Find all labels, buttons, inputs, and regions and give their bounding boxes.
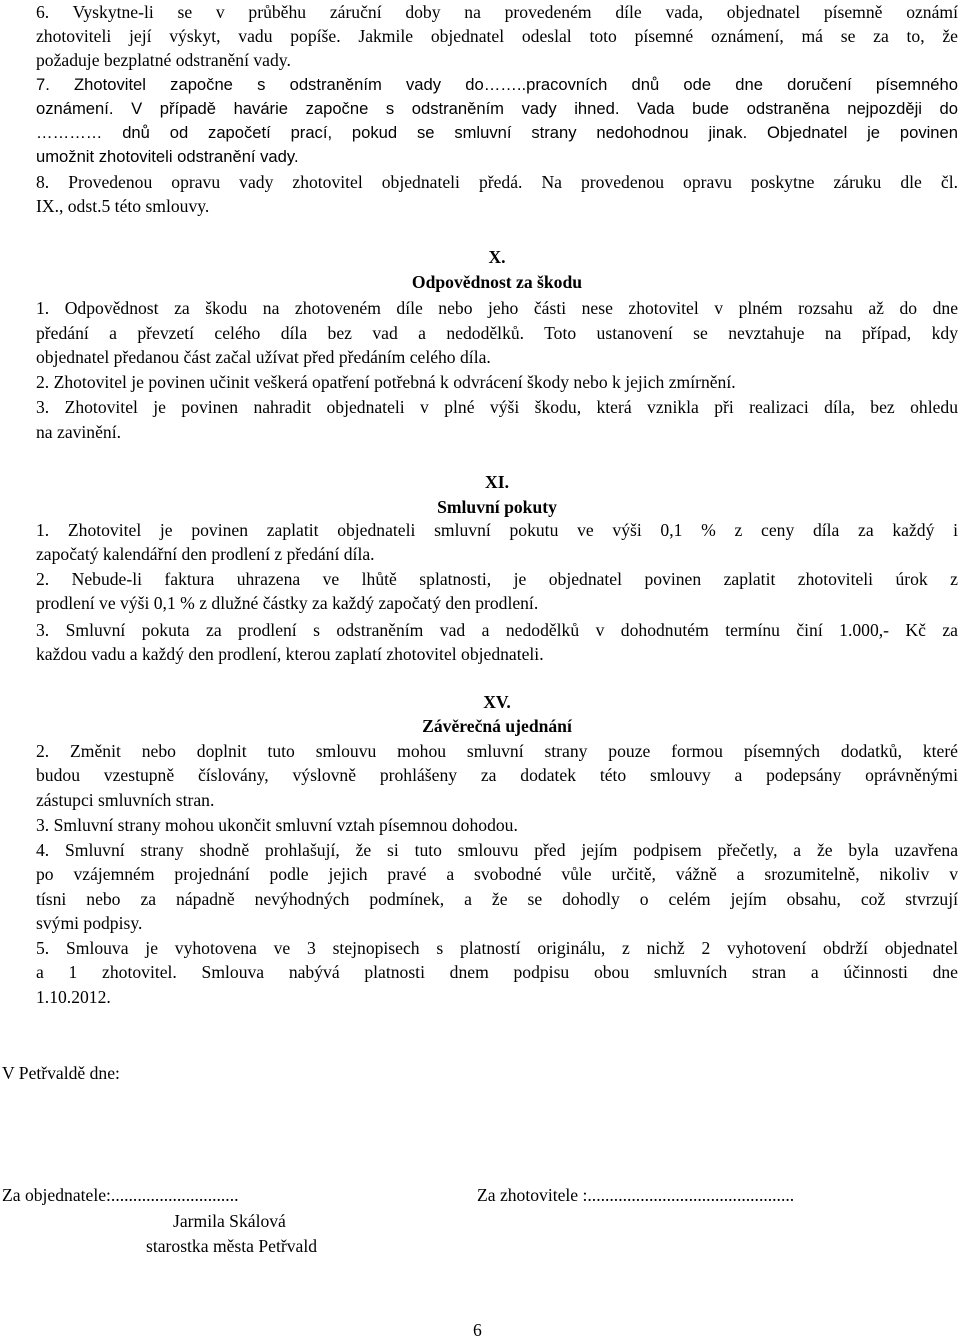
signatory-name: Jarmila Skálová xyxy=(173,1211,286,1231)
paragraph-line: svými podpisy. xyxy=(36,913,143,933)
paragraph-line: 1. Zhotovitel je povinen zaplatit objednateli smluvní pokutu ve výši 0,1 % z ceny díla za každý i xyxy=(36,520,958,540)
article-number: XI. xyxy=(485,472,509,492)
paragraph-line: předání a převzetí celého díla bez vad a nedodělků. Toto ustanovení se nevztahuje na případ, kdy xyxy=(36,323,958,343)
article-number: X. xyxy=(488,247,506,267)
paragraph-line: 3. Smluvní strany mohou ukončit smluvní vztah písemnou dohodou. xyxy=(36,815,518,835)
paragraph-line: 4. Smluvní strany shodně prohlašují, že si tuto smlouvu před jejím podpisem přečetly, a že byla uzavřena xyxy=(36,840,958,860)
signatory-title: starostka města Petřvald xyxy=(146,1236,318,1256)
place-date-line: V Petřvaldě dne: xyxy=(2,1063,120,1083)
paragraph-line: každou vadu a každý den prodlení, kterou zaplatí zhotovitel objednateli. xyxy=(36,644,544,664)
paragraph-line: započatý kalendářní den prodlení z předání díla. xyxy=(36,544,375,564)
paragraph-line: 8. Provedenou opravu vady zhotovitel objednateli předá. Na provedenou opravu poskytne záruku dle čl. xyxy=(36,172,958,192)
paragraph-line: objednatel předanou část začal užívat před předáním celého díla. xyxy=(36,347,491,367)
paragraph-line: 1. Odpovědnost za škodu na zhotoveném díle nebo jeho části nese zhotovitel v plném rozsahu až do dne xyxy=(36,298,958,318)
paragraph-line: 5. Smlouva je vyhotovena ve 3 stejnopisech s platností originálu, z nichž 2 vyhotovení obdrží objednatel xyxy=(36,938,958,958)
paragraph-line: 7. Zhotovitel započne s odstraněním vady do……..pracovních dnů ode dne doručení písemného xyxy=(36,75,958,94)
paragraph-line: 6. Vyskytne-li se v průběhu záruční doby na provedeném díle vada, objednatel písemně oznámí xyxy=(36,2,958,22)
paragraph-line: zhotoviteli její výskyt, vadu popíše. Jakmile objednatel odeslal toto písemné oznámení, má se za to, že xyxy=(36,26,958,46)
paragraph-line: zástupci smluvních stran. xyxy=(36,790,215,810)
paragraph-line: budou vzestupně číslovány, výslovně prohlášeny za dodatek této smlouvy a podepsány oprávněnými xyxy=(36,765,958,785)
paragraph-line: 1.10.2012. xyxy=(36,987,111,1007)
paragraph-line: 2. Nebude-li faktura uhrazena ve lhůtě splatnosti, je objednatel povinen zaplatit zhotoviteli úrok z xyxy=(36,569,958,589)
paragraph-line: IX., odst.5 této smlouvy. xyxy=(36,196,210,216)
paragraph-line: a 1 zhotovitel. Smlouva nabývá platnosti dnem podpisu obou smluvních stran a účinnosti dne xyxy=(36,962,958,982)
paragraph-line: prodlení ve výši 0,1 % z dlužné částky za každý započatý den prodlení. xyxy=(36,593,539,613)
paragraph-line: tísni nebo za nápadně nevýhodných podmínek, a že se dohodly o celém jejím obsahu, což stvrzují xyxy=(36,889,958,909)
paragraph-line: požaduje bezplatné odstranění vady. xyxy=(36,50,291,70)
paragraph-line: 2. Změnit nebo doplnit tuto smlouvu mohou smluvní strany pouze formou písemných dodatků, které xyxy=(36,741,958,761)
paragraph-line: 2. Zhotovitel je povinen učinit veškerá opatření potřebná k odvrácení škody nebo k jejich zmírnění. xyxy=(36,372,736,392)
article-heading: Závěrečná ujednání xyxy=(422,716,572,736)
article-heading: Odpovědnost za škodu xyxy=(411,272,583,292)
paragraph-line: umožnit zhotoviteli odstranění vady. xyxy=(36,147,299,166)
paragraph-line: po vzájemném projednání podle jejich pravé a svobodné vůle určitě, vážně a srozumitelně, nikoliv v xyxy=(36,864,958,884)
article-heading: Smluvní pokuty xyxy=(437,497,557,517)
client-signature-label: Za objednatele:............................. xyxy=(2,1185,239,1205)
contractor-signature-label: Za zhotovitele :............................................... xyxy=(477,1185,795,1205)
paragraph-line: 3. Smluvní pokuta za prodlení s odstraněním vad a nedodělků v dohodnutém termínu činí 1.000,- Kč za xyxy=(36,620,958,640)
page-number: 6 xyxy=(473,1320,482,1340)
article-number: XV. xyxy=(483,692,511,712)
paragraph-line: ………… dnů od započetí prací, pokud se smluvní strany nedohodnou jinak. Objednatel je povinen xyxy=(36,123,958,142)
paragraph-line: oznámení. V případě havárie započne s odstraněním vady ihned. Vada bude odstraněna nejpozději do xyxy=(36,99,958,118)
paragraph-line: na zavinění. xyxy=(36,422,121,442)
paragraph-line: 3. Zhotovitel je povinen nahradit objednateli v plné výši škodu, která vznikla při realizaci díla, bez ohledu xyxy=(36,397,958,417)
